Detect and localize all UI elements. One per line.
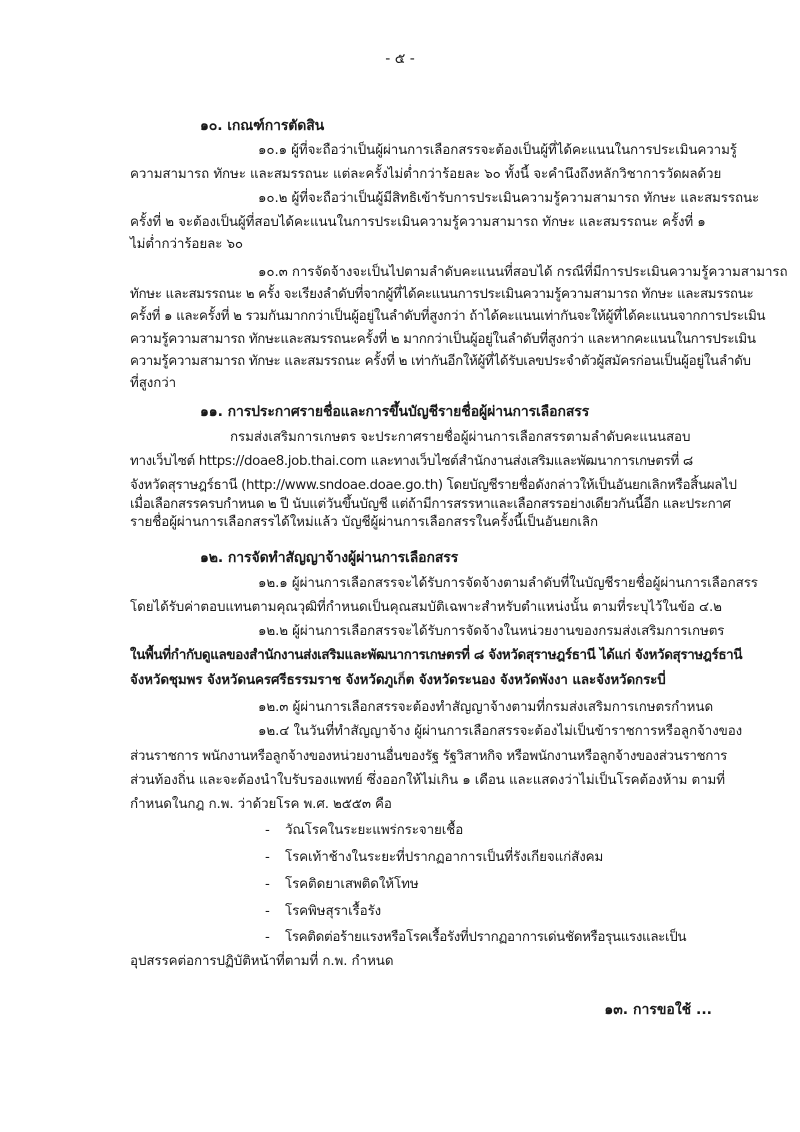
page-number: - ๕ - xyxy=(385,51,415,67)
section-10-1-line-1: ๑๐.๑ ผู้ที่จะถือว่าเป็นผู้ผ่านการเลือกสรรจะต้องเป็นผู้ที่ได้คะแนนในการประเมินความรู้ xyxy=(258,143,737,158)
dash-bullet-icon: - xyxy=(265,877,270,892)
section-12-4-line-2: ส่วนราชการ พนักงานหรือลูกจ้างของหน่วยงานอื่นของรัฐ รัฐวิสาหกิจ หรือพนักงานหรือลูกจ้างของส่วนราชการ xyxy=(130,749,728,764)
section-11-line-5: รายชื่อผู้ผ่านการเลือกสรรได้ใหม่แล้ว บัญชีผู้ผ่านการเลือกสรรในครั้งนี้เป็นอันยกเลิก xyxy=(130,515,598,530)
disease-item: โรคติดต่อร้ายแรงหรือโรคเรื้อรังที่ปรากฏอาการเด่นชัดหรือรุนแรงและเป็น xyxy=(285,930,687,945)
section-12-heading: ๑๒. การจัดทำสัญญาจ้างผู้ผ่านการเลือกสรร xyxy=(200,550,459,566)
section-10-3-line-2: ทักษะ และสมรรถนะ ๒ ครั้ง จะเรียงลำดับที่จากผู้ที่ได้คะแนนการประเมินความรู้ความสามารถ ทักษะ และสมรรถนะ xyxy=(130,287,754,302)
disease-item: โรคพิษสุราเรื้อรัง xyxy=(285,904,382,919)
section-12-2-line-2: ในพื้นที่กำกับดูแลของสำนักงานส่งเสริมและพัฒนาการเกษตรที่ ๘ จังหวัดสุราษฎร์ธานี ได้แก่ จังหวัดสุราษฎร์ธานี xyxy=(130,648,743,663)
section-12-2-line-3: จังหวัดชุมพร จังหวัดนครศรีธรรมราช จังหวัดภูเก็ต จังหวัดระนอง จังหวัดพังงา และจังหวัดกระบี่ xyxy=(130,673,666,688)
dash-bullet-icon: - xyxy=(265,930,270,945)
section-10-3-line-4: ความรู้ความสามารถ ทักษะและสมรรถนะครั้งที่ ๒ มากกว่าเป็นผู้อยู่ในลำดับที่สูงกว่า และหากคะแนนในการประเมิน xyxy=(130,332,756,347)
section-12-4-line-1: ๑๒.๔ ในวันที่ทำสัญญาจ้าง ผู้ผ่านการเลือกสรรจะต้องไม่เป็นข้าราชการหรือลูกจ้างของ xyxy=(258,724,743,739)
section-12-4-line-3: ส่วนท้องถิ่น และจะต้องนำใบรับรองแพทย์ ซึ่งออกให้ไม่เกิน ๑ เดือน และแสดงว่าไม่เป็นโรคต้องห้าม ตามที่ xyxy=(130,773,726,788)
section-10-3-line-1: ๑๐.๓ การจัดจ้างจะเป็นไปตามลำดับคะแนนที่สอบได้ กรณีที่มีการประเมินความรู้ความสามารถ xyxy=(258,265,788,280)
section-10-3-line-3: ครั้งที่ ๑ และครั้งที่ ๒ รวมกันมากกว่าเป็นผู้อยู่ในลำดับที่สูงกว่า ถ้าได้คะแนนเท่ากันจะให้ผู้ที่ได้คะแนนจากการประเมิน xyxy=(130,309,766,324)
section-10-2-line-2: ครั้งที่ ๒ จะต้องเป็นผู้ที่สอบได้คะแนนในการประเมินความรู้ความสามารถ ทักษะ และสมรรถนะ ครั้งที่ ๑ xyxy=(130,215,706,230)
section-10-heading: ๑๐. เกณฑ์การตัดสิน xyxy=(200,118,325,134)
section-12-2-line-1: ๑๒.๒ ผู้ผ่านการเลือกสรรจะได้รับการจัดจ้างในหน่วยงานของกรมส่งเสริมการเกษตร xyxy=(258,624,725,639)
dash-bullet-icon: - xyxy=(265,850,270,865)
section-10-3-line-6: ที่สูงกว่า xyxy=(130,376,177,391)
section-12-3-line-1: ๑๒.๓ ผู้ผ่านการเลือกสรรจะต้องทำสัญญาจ้างตามที่กรมส่งเสริมการเกษตรกำหนด xyxy=(258,700,714,715)
disease-item: โรคติดยาเสพติดให้โทษ xyxy=(285,877,419,892)
section-11-line-1: กรมส่งเสริมการเกษตร จะประกาศรายชื่อผู้ผ่านการเลือกสรรตามลำดับคะแนนสอบ xyxy=(230,430,691,445)
section-11-heading: ๑๑. การประกาศรายชื่อและการขึ้นบัญชีรายชื่อผู้ผ่านการเลือกสรร xyxy=(200,404,590,420)
section-11-line-2: ทางเว็บไซต์ https://doae8.job.thai.com และทางเว็บไซต์สำนักงานส่งเสริมและพัฒนาการเกษตรที่ ๘ xyxy=(130,454,693,469)
section-10-3-line-5: ความรู้ความสามารถ ทักษะ และสมรรถนะ ครั้งที่ ๒ เท่ากันอีกให้ผู้ที่ได้รับเลขประจำตัวผู้สมัครก่อนเป็นผู้อยู่ในลำดับ xyxy=(130,354,751,369)
section-11-line-4: เมื่อเลือกสรรครบกำหนด ๒ ปี นับแต่วันขึ้นบัญชี แต่ถ้ามีการสรรหาและเลือกสรรอย่างเดียวกันนี้อีก และประกาศ xyxy=(130,497,731,512)
section-10-2-line-3: ไม่ต่ำกว่าร้อยละ ๖๐ xyxy=(130,237,243,252)
disease-item-continuation: อุปสรรคต่อการปฏิบัติหน้าที่ตามที่ ก.พ. กำหนด xyxy=(130,954,394,969)
section-12-1-line-1: ๑๒.๑ ผู้ผ่านการเลือกสรรจะได้รับการจัดจ้างตามลำดับที่ในบัญชีรายชื่อผู้ผ่านการเลือกสรร xyxy=(258,576,758,591)
next-page-marker: ๑๓. การขอใช้ ... xyxy=(604,1002,712,1018)
disease-item: วัณโรคในระยะแพร่กระจายเชื้อ xyxy=(285,823,464,838)
section-10-1-line-2: ความสามารถ ทักษะ และสมรรถนะ แต่ละครั้งไม่ต่ำกว่าร้อยละ ๖๐ ทั้งนี้ จะคำนึงถึงหลักวิชาการวัดผลด้วย xyxy=(130,167,722,182)
section-11-line-3: จังหวัดสุราษฎร์ธานี (http://www.sndoae.doae.go.th) โดยบัญชีรายชื่อดังกล่าวให้เป็นอันยกเลิกหรือสิ้นผลไป xyxy=(130,478,737,493)
dash-bullet-icon: - xyxy=(265,823,270,838)
section-10-2-line-1: ๑๐.๒ ผู้ที่จะถือว่าเป็นผู้มีสิทธิเข้ารับการประเมินความรู้ความสามารถ ทักษะ และสมรรถนะ xyxy=(258,191,760,206)
section-12-4-line-4: กำหนดในกฎ ก.พ. ว่าด้วยโรค พ.ศ. ๒๕๕๓ คือ xyxy=(130,797,392,812)
dash-bullet-icon: - xyxy=(265,904,270,919)
disease-item: โรคเท้าช้างในระยะที่ปรากฏอาการเป็นที่รังเกียจแก่สังคม xyxy=(285,850,604,865)
section-12-1-line-2: โดยได้รับค่าตอบแทนตามคุณวุฒิที่กำหนดเป็นคุณสมบัติเฉพาะสำหรับตำแหน่งนั้น ตามที่ระบุไว้ในข้อ ๔.๒ xyxy=(130,600,722,615)
